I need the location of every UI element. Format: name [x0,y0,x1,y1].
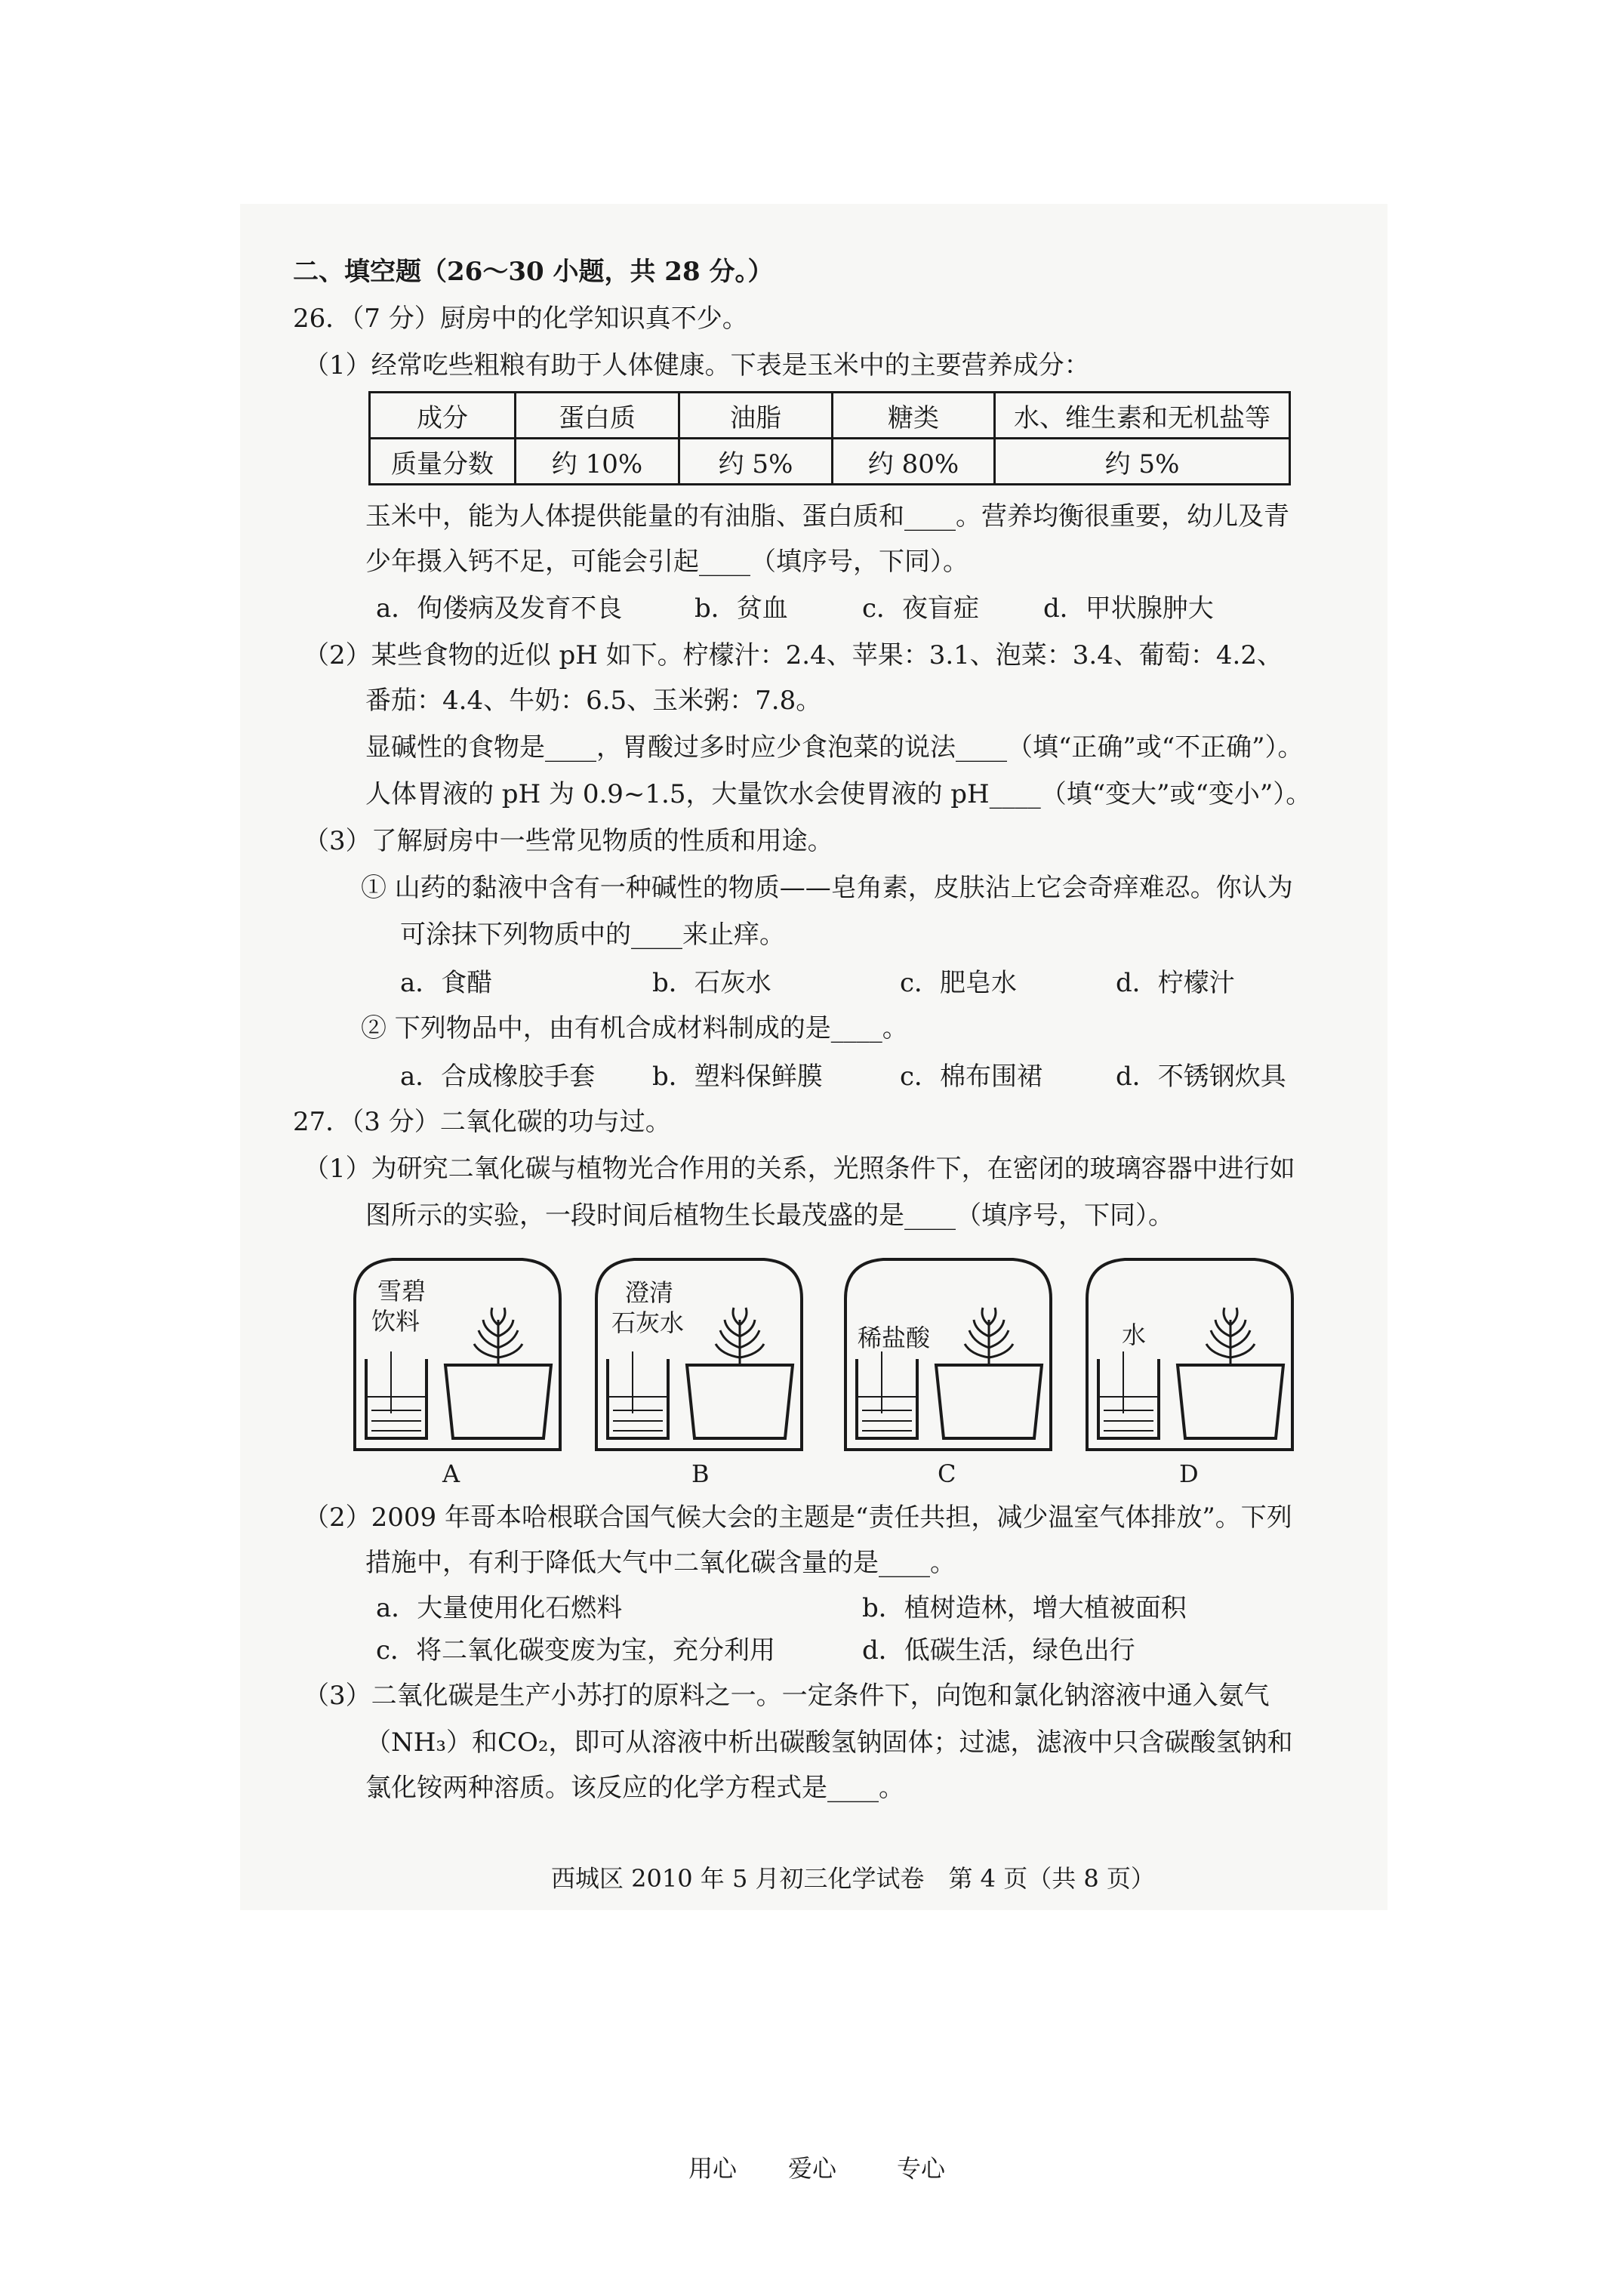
option: a．食醋 [400,968,493,998]
q26-p3-q1a: ① 山药的黏液中含有一种碱性的物质——皂角素，皮肤沾上它会奇痒难忍。你认为 [361,873,1293,903]
liquid-label-a2: 饮料 [371,1307,420,1336]
table-cell: 约 80% [833,439,995,485]
table-cell: 约 10% [516,439,679,485]
option: c．夜盲症 [862,593,980,624]
table-row [370,439,1290,485]
option: a．佝偻病及发育不良 [376,593,623,624]
liquid-label-b2: 石灰水 [611,1308,685,1337]
panel-letter-c: C [938,1459,956,1488]
option: b．贫血 [694,593,788,624]
q27-p3-text2: （NH₃）和CO₂，即可从溶液中析出碳酸氢钠固体；过滤，滤液中只含碳酸氢钠和 [365,1727,1293,1758]
option: b．植树造林，增大植被面积 [862,1593,1187,1623]
liquid-label-a1: 雪碧 [377,1277,427,1305]
table-cell: 水、维生素和无机盐等 [995,393,1290,439]
option: d．甲状腺肿大 [1043,593,1214,624]
table-row [370,393,1290,439]
option: b．塑料保鲜膜 [652,1062,823,1092]
q27-p1-text2: 图所示的实验，一段时间后植物生长最茂盛的是____（填序号，下同）。 [365,1200,1174,1231]
q26-p1-text2: 少年摄入钙不足，可能会引起____（填序号，下同）。 [365,547,969,577]
table-cell: 约 5% [679,439,833,485]
q26-p2-text1: （2）某些食物的近似 pH 如下。柠檬汁：2.4、苹果：3.1、泡菜：3.4、葡萄：4.2、 [303,640,1283,670]
motto-2: 爱心 [788,2154,837,2183]
table-cell: 糖类 [833,393,995,439]
liquid-label-b1: 澄清 [625,1278,674,1307]
option: a．大量使用化石燃料 [376,1593,623,1623]
table-cell: 约 5% [995,439,1290,485]
liquid-label-c: 稀盐酸 [858,1324,931,1352]
table-cell: 成分 [370,393,516,439]
q27-p3-text1: （3）二氧化碳是生产小苏打的原料之一。一定条件下，向饱和氯化钠溶液中通入氨气 [303,1681,1270,1711]
option: c．棉布围裙 [900,1062,1043,1092]
table-cell: 质量分数 [370,439,516,485]
q27-stem: 27．（3 分）二氧化碳的功与过。 [293,1107,671,1137]
q26-p3-q1b: 可涂抹下列物质中的____来止痒。 [400,920,785,950]
liquid-label-d: 水 [1122,1321,1147,1349]
option: d．低碳生活，绿色出行 [862,1635,1135,1666]
q26-p2-text3: 显碱性的食物是____，胃酸过多时应少食泡菜的说法____（填“正确”或“不正确”）。 [365,732,1304,763]
option: a．合成橡胶手套 [400,1062,596,1092]
option: b．石灰水 [652,968,771,998]
q26-stem: 26．（7 分）厨房中的化学知识真不少。 [293,304,748,334]
q26-p2-text2: 番茄：4.4、牛奶：6.5、玉米粥：7.8。 [365,686,822,716]
q26-p3-text: （3）了解厨房中一些常见物质的性质和用途。 [303,826,833,856]
option: d．柠檬汁 [1116,968,1235,998]
option: c．肥皂水 [900,968,1018,998]
option: c．将二氧化碳变废为宝，充分利用 [376,1635,776,1666]
table-cell: 油脂 [679,393,833,439]
q27-p3-text3: 氯化铵两种溶质。该反应的化学方程式是____。 [365,1773,904,1803]
q27-p2-text1: （2）2009 年哥本哈根联合国气候大会的主题是“责任共担，减少温室气体排放”。下列 [303,1502,1292,1533]
q27-p2-text2: 措施中，有利于降低大气中二氧化碳含量的是____。 [365,1548,956,1578]
page-footer: 西城区 2010 年 5 月初三化学试卷 第 4 页（共 8 页） [551,1864,1155,1893]
q26-p3-q2: ② 下列物品中，由有机合成材料制成的是____。 [361,1013,908,1043]
motto-3: 专心 [897,2154,946,2183]
table-cell: 蛋白质 [516,393,679,439]
panel-letter-d: D [1179,1459,1199,1488]
q26-p2-text4: 人体胃液的 pH 为 0.9~1.5，大量饮水会使胃液的 pH____（填“变大”或“变小”）。 [365,779,1312,809]
q26-p1-text1: 玉米中，能为人体提供能量的有油脂、蛋白质和____。营养均衡很重要，幼儿及青 [365,501,1289,532]
option: d．不锈钢炊具 [1116,1062,1286,1092]
q26-part1: （1）经常吃些粗粮有助于人体健康。下表是玉米中的主要营养成分： [303,350,1090,381]
panel-letter-b: B [691,1459,710,1488]
section-title: 二、填空题（26～30 小题，共 28 分。） [293,257,774,287]
q27-p1-text1: （1）为研究二氧化碳与植物光合作用的关系，光照条件下，在密闭的玻璃容器中进行如 [303,1154,1295,1184]
nutrition-table [368,391,1291,485]
panel-letter-a: A [442,1459,460,1488]
motto-1: 用心 [688,2154,738,2183]
